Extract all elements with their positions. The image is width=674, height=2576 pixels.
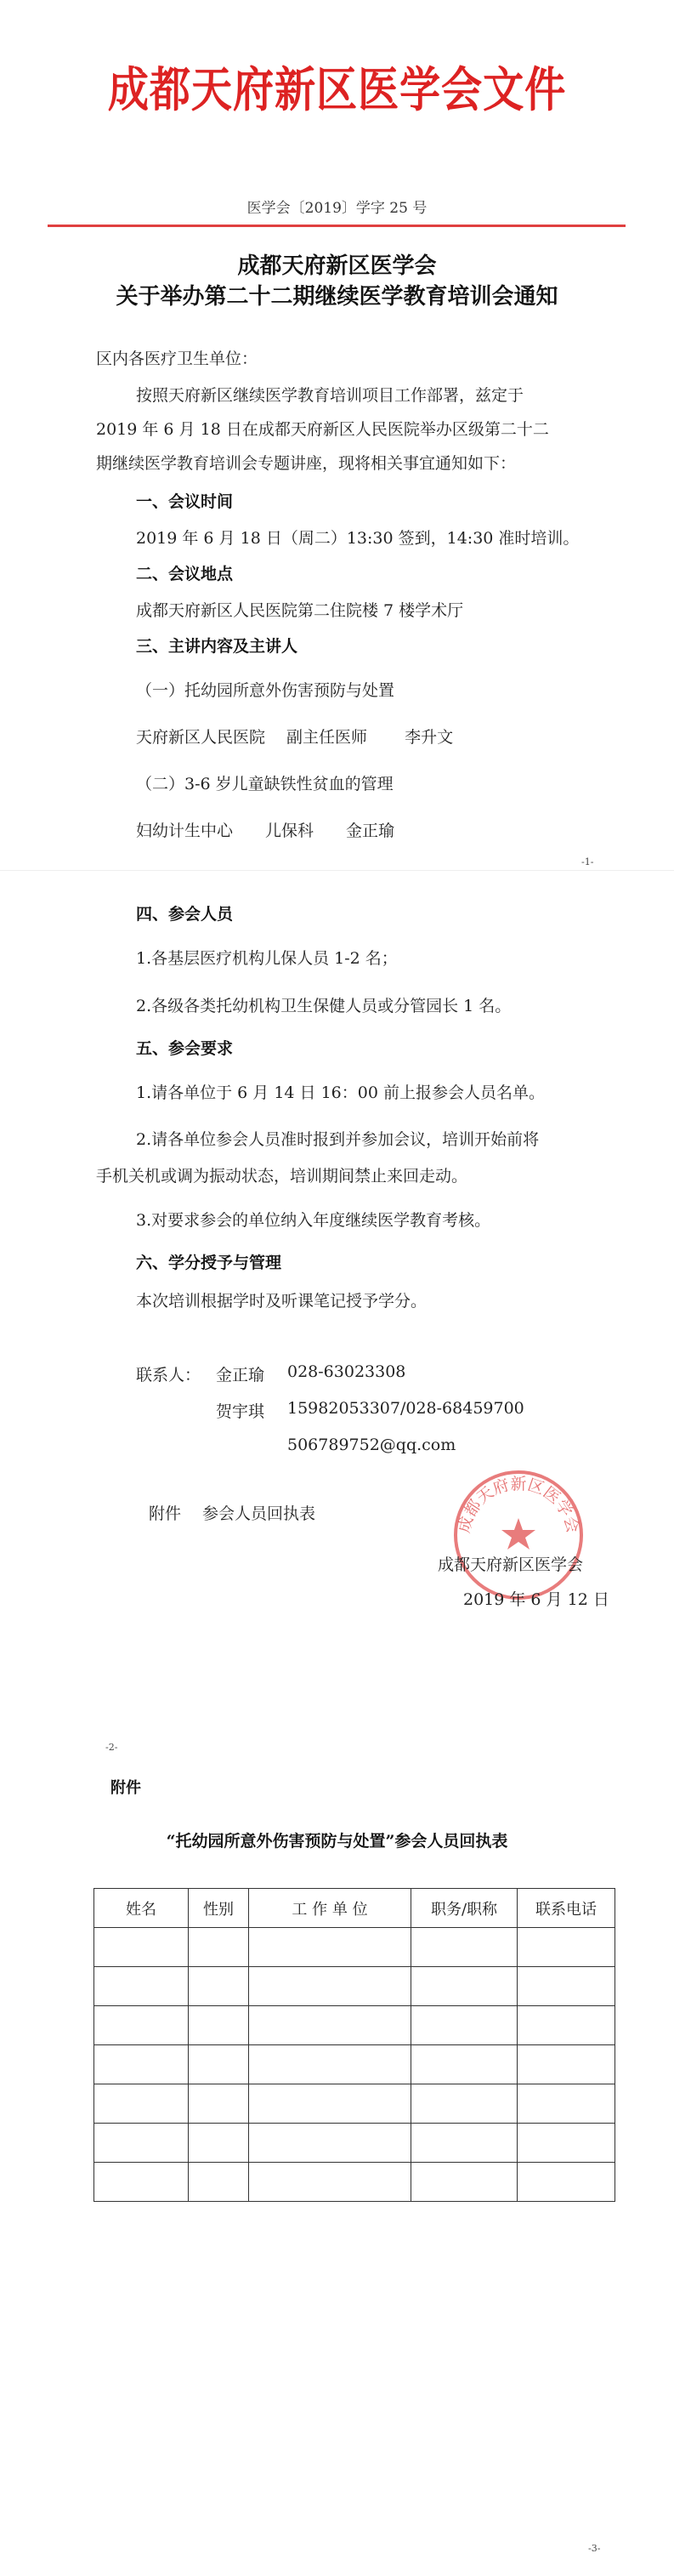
table-row — [94, 2045, 615, 2084]
requirement-2-line-2: 手机关机或调为振动状态，培训期间禁止来回走动。 — [96, 1167, 468, 1186]
page-number-1: -1- — [581, 856, 594, 867]
table-cell[interactable] — [411, 2006, 518, 2045]
intro-line-3: 期继续医学教育培训会专题讲座，现将相关事宜通知如下： — [96, 454, 517, 473]
requirement-1: 1.请各单位于 6 月 14 日 16：00 前上报参会人员名单。 — [136, 1083, 545, 1102]
contact-2-phone: 15982053307/028-68459700 — [287, 1399, 524, 1418]
intro-line-2: 2019 年 6 月 18 日在成都天府新区人民医院举办区级第二十二 — [96, 420, 549, 439]
table-cell[interactable] — [411, 2084, 518, 2124]
participants-item-2: 2.各级各类托幼机构卫生保健人员或分管园长 1 名。 — [136, 997, 512, 1015]
table-cell[interactable] — [189, 2084, 249, 2124]
table-cell[interactable] — [518, 2006, 615, 2045]
table-cell[interactable] — [94, 1928, 189, 1967]
contact-2-name: 贺宇琪 — [216, 1402, 265, 1421]
table-cell[interactable] — [411, 2045, 518, 2084]
table-cell[interactable] — [249, 2045, 411, 2084]
table-cell[interactable] — [411, 2163, 518, 2202]
col-header-title: 职务/职称 — [411, 1889, 518, 1928]
col-header-phone: 联系电话 — [518, 1889, 615, 1928]
table-row — [94, 2124, 615, 2163]
section-heading-location: 二、会议地点 — [136, 565, 234, 583]
section-heading-participants: 四、参会人员 — [136, 905, 234, 924]
speaker-1: 天府新区人民医院 副主任医师 李升文 — [136, 728, 454, 747]
table-cell[interactable] — [249, 1967, 411, 2006]
signature-date: 2019 年 6 月 12 日 — [463, 1590, 609, 1609]
topic-2: （二）3-6 岁儿童缺铁性贫血的管理 — [136, 775, 394, 793]
table-cell[interactable] — [189, 1928, 249, 1967]
official-seal-icon — [450, 1467, 586, 1603]
meeting-location: 成都天府新区人民医院第二住院楼 7 楼学术厅 — [136, 601, 464, 620]
seal-text: 成都天府新区医学会 — [455, 1475, 582, 1535]
table-row — [94, 1967, 615, 2006]
table-row — [94, 2084, 615, 2124]
document-number: 医学会〔2019〕学字 25 号 — [246, 200, 428, 217]
table-cell[interactable] — [189, 2045, 249, 2084]
section-heading-credits: 六、学分授予与管理 — [136, 1254, 282, 1272]
document-org-title: 成都天府新区医学会文件 — [107, 62, 567, 118]
table-cell[interactable] — [189, 2006, 249, 2045]
table-cell[interactable] — [249, 1928, 411, 1967]
table-cell[interactable] — [518, 1967, 615, 2006]
table-row — [94, 1928, 615, 1967]
table-cell[interactable] — [411, 2124, 518, 2163]
table-cell[interactable] — [94, 2006, 189, 2045]
section-heading-speakers: 三、主讲内容及主讲人 — [136, 637, 298, 656]
table-cell[interactable] — [189, 1967, 249, 2006]
table-cell[interactable] — [94, 2084, 189, 2124]
topic-1: （一）托幼园所意外伤害预防与处置 — [136, 681, 395, 700]
table-cell[interactable] — [94, 2045, 189, 2084]
table-cell[interactable] — [249, 2084, 411, 2124]
table-row — [94, 2163, 615, 2202]
table-cell[interactable] — [249, 2006, 411, 2045]
table-cell[interactable] — [94, 2163, 189, 2202]
salutation: 区内各医疗卫生单位： — [96, 350, 258, 368]
attachment-note: 附件 参会人员回执表 — [149, 1504, 316, 1523]
requirement-2-line-1: 2.请各单位参会人员准时报到并参加会议，培训开始前将 — [136, 1130, 540, 1149]
contact-1-name: 金正瑜 — [216, 1366, 265, 1385]
table-cell[interactable] — [518, 2045, 615, 2084]
red-divider — [48, 225, 626, 227]
reply-form-table — [93, 1888, 615, 2202]
table-cell[interactable] — [94, 2124, 189, 2163]
col-header-name: 姓名 — [94, 1889, 189, 1928]
table-cell[interactable] — [189, 2124, 249, 2163]
notice-title-line2: 关于举办第二十二期继续医学教育培训会通知 — [116, 284, 558, 310]
page-number-3: -3- — [588, 2543, 601, 2554]
section-heading-requirements: 五、参会要求 — [136, 1039, 234, 1058]
table-cell[interactable] — [518, 2084, 615, 2124]
contact-label: 联系人： — [136, 1366, 201, 1385]
signature-org: 成都天府新区医学会 — [438, 1555, 584, 1574]
table-cell[interactable] — [518, 2124, 615, 2163]
col-header-unit: 工 作 单 位 — [249, 1889, 411, 1928]
table-cell[interactable] — [189, 2163, 249, 2202]
table-cell[interactable] — [249, 2124, 411, 2163]
intro-line-1: 按照天府新区继续医学教育培训项目工作部署，兹定于 — [136, 386, 524, 405]
page-number-2: -2- — [105, 1742, 118, 1753]
page-break-1 — [0, 870, 674, 871]
table-cell[interactable] — [411, 1928, 518, 1967]
table-cell[interactable] — [411, 1967, 518, 2006]
requirement-3: 3.对要求参会的单位纳入年度继续医学教育考核。 — [136, 1211, 491, 1230]
table-cell[interactable] — [518, 1928, 615, 1967]
meeting-time: 2019 年 6 月 18 日（周二）13:30 签到，14:30 准时培训。 — [136, 529, 580, 548]
attachment-label: 附件 — [110, 1779, 141, 1797]
col-header-gender: 性别 — [189, 1889, 249, 1928]
speaker-2: 妇幼计生中心 儿保科 金正瑜 — [136, 822, 395, 840]
table-cell[interactable] — [518, 2163, 615, 2202]
table-row — [94, 2006, 615, 2045]
table-header-row — [94, 1889, 615, 1928]
section-heading-time: 一、会议时间 — [136, 492, 234, 511]
notice-title-line1: 成都天府新区医学会 — [237, 253, 437, 279]
participants-item-1: 1.各基层医疗机构儿保人员 1-2 名； — [136, 949, 398, 968]
contact-email[interactable]: 506789752@qq.com — [287, 1436, 456, 1454]
table-cell[interactable] — [249, 2163, 411, 2202]
table-cell[interactable] — [94, 1967, 189, 2006]
form-title: “托幼园所意外伤害预防与处置”参会人员回执表 — [166, 1832, 508, 1851]
contact-1-phone: 028-63023308 — [287, 1362, 406, 1381]
credits-text: 本次培训根据学时及听课笔记授予学分。 — [136, 1292, 428, 1311]
